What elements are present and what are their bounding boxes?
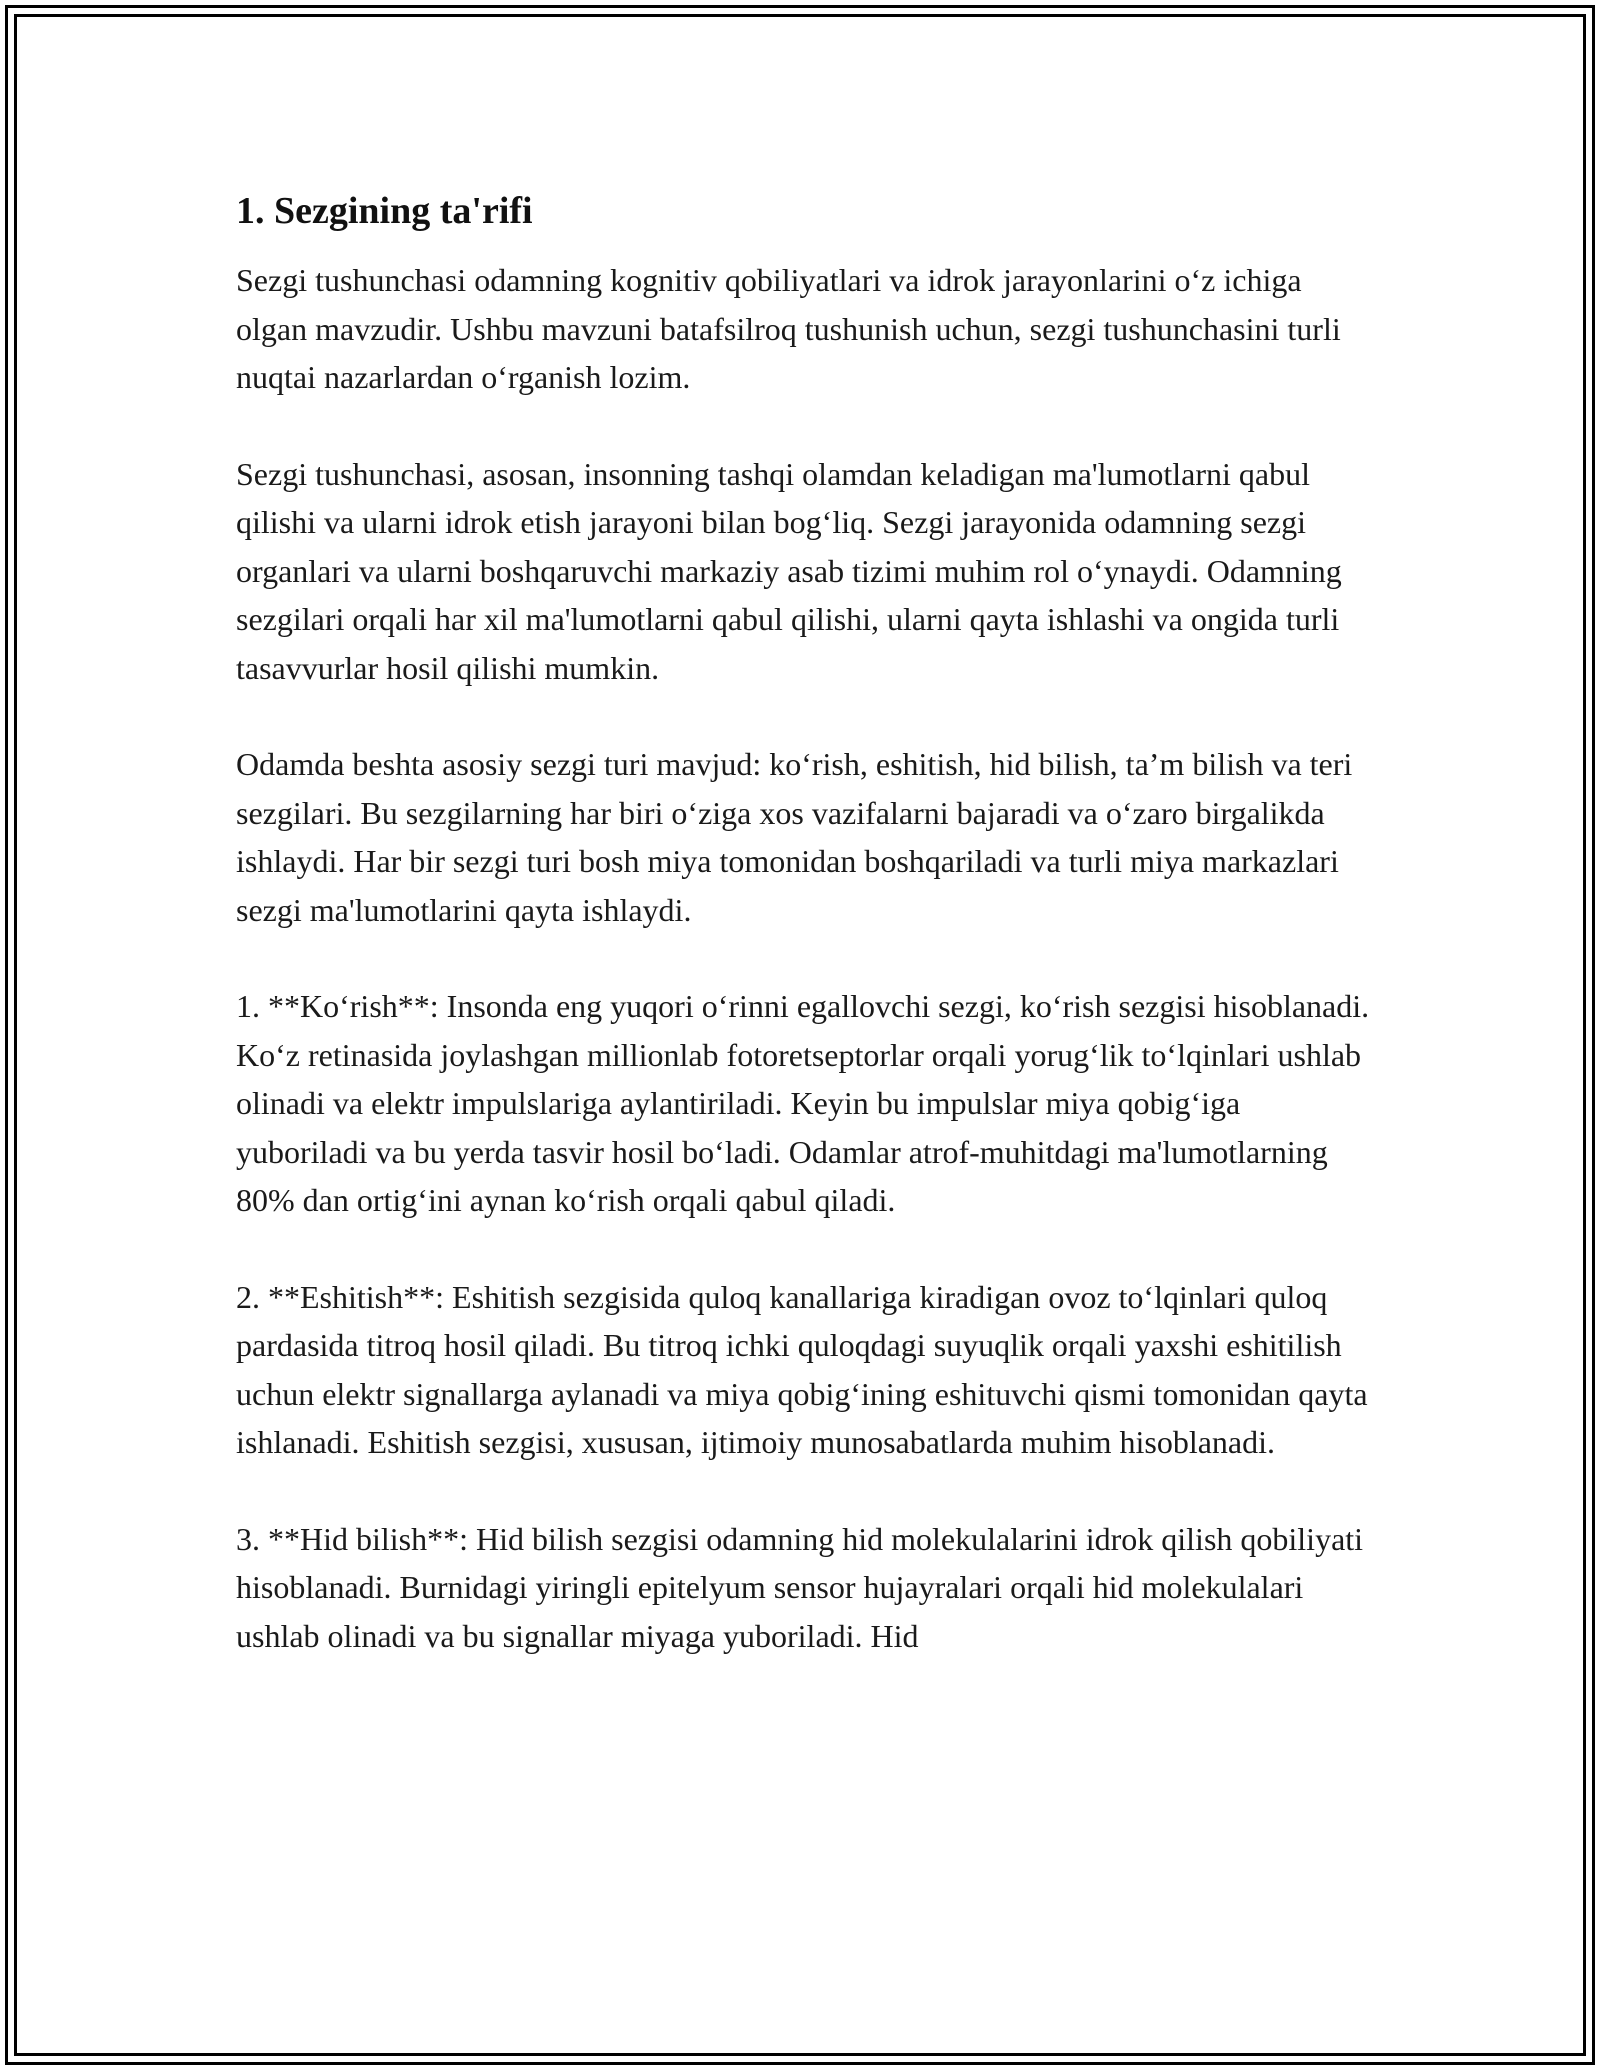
paragraph-intro: Sezgi tushunchasi odamning kognitiv qobiliyatlari va idrok jarayonlarini o‘z ichiga olgan mavzudir. Ushbu mavzuni batafsilroq tushunish uchun, sezgi tushunchasini turli nuqtai nazarlardan o‘rganish lozim. [236,262,1341,395]
paragraph-vision: 1. **Ko‘rish**: Insonda eng yuqori o‘rinni egallovchi sezgi, ko‘rish sezgisi hisoblanadi. Ko‘z retinasida joylashgan millionlab fotoretseptorlar orqali yorug‘lik to‘lqinlari ushlab olinadi va elektr impulslariga aylantiriladi. Keyin bu impulslar miya qobig‘iga yuboriladi va bu yerda tasvir hosil bo‘ladi. Odamlar atrof-muhitdagi ma'lumotlarning 80% dan ortig‘ini aynan ko‘rish orqali qabul qiladi. [236,988,1370,1218]
paragraph-hearing: 2. **Eshitish**: Eshitish sezgisida quloq kanallariga kiradigan ovoz to‘lqinlari quloq pardasida titroq hosil qiladi. Bu titroq ichki quloqdagi suyuqlik orqali yaxshi eshitilish uchun elektr signallarga aylanadi va miya qobig‘ining eshituvchi qismi tomonidan qayta ishlanadi. Eshitish sezgisi, xususan, ijtimoiy munosabatlarda muhim hisoblanadi. [236,1278,1368,1460]
document-body [236,186,1376,1660]
document-title: 1. Sezgining ta'rifi [236,190,533,232]
paragraph-sensation-overview: Sezgi tushunchasi, asosan, insonning tashqi olamdan keladigan ma'lumotlarni qabul qilishi va ularni idrok etish jarayoni bilan bog‘liq. Sezgi jarayonida odamning sezgi organlari va ularni boshqaruvchi markaziy asab tizimi muhim rol o‘ynaydi. Odamning sezgilari orqali har xil ma'lumotlarni qabul qilishi, ularni qayta ishlashi va ongida turli tasavvurlar hosil qilishi mumkin. [236,455,1342,686]
paragraph-smell: 3. **Hid bilish**: Hid bilish sezgisi odamning hid molekulalarini idrok qilish qobiliyati hisoblanadi. Burnidagi yiringli epitelyum sensor hujayralari orqali hid molekulalari ushlab olinadi va bu signallar miyaga yuboriladi. Hid [236,1520,1364,1654]
paragraph-five-senses: Odamda beshta asosiy sezgi turi mavjud: ko‘rish, eshitish, hid bilish, ta’m bilish va teri sezgilari. Bu sezgilarning har biri o‘ziga xos vazifalarni bajaradi va o‘zaro birgalikda ishlaydi. Har bir sezgi turi bosh miya tomonidan boshqariladi va turli miya markazlari sezgi ma'lumotlarini qayta ishlaydi. [236,746,1353,928]
